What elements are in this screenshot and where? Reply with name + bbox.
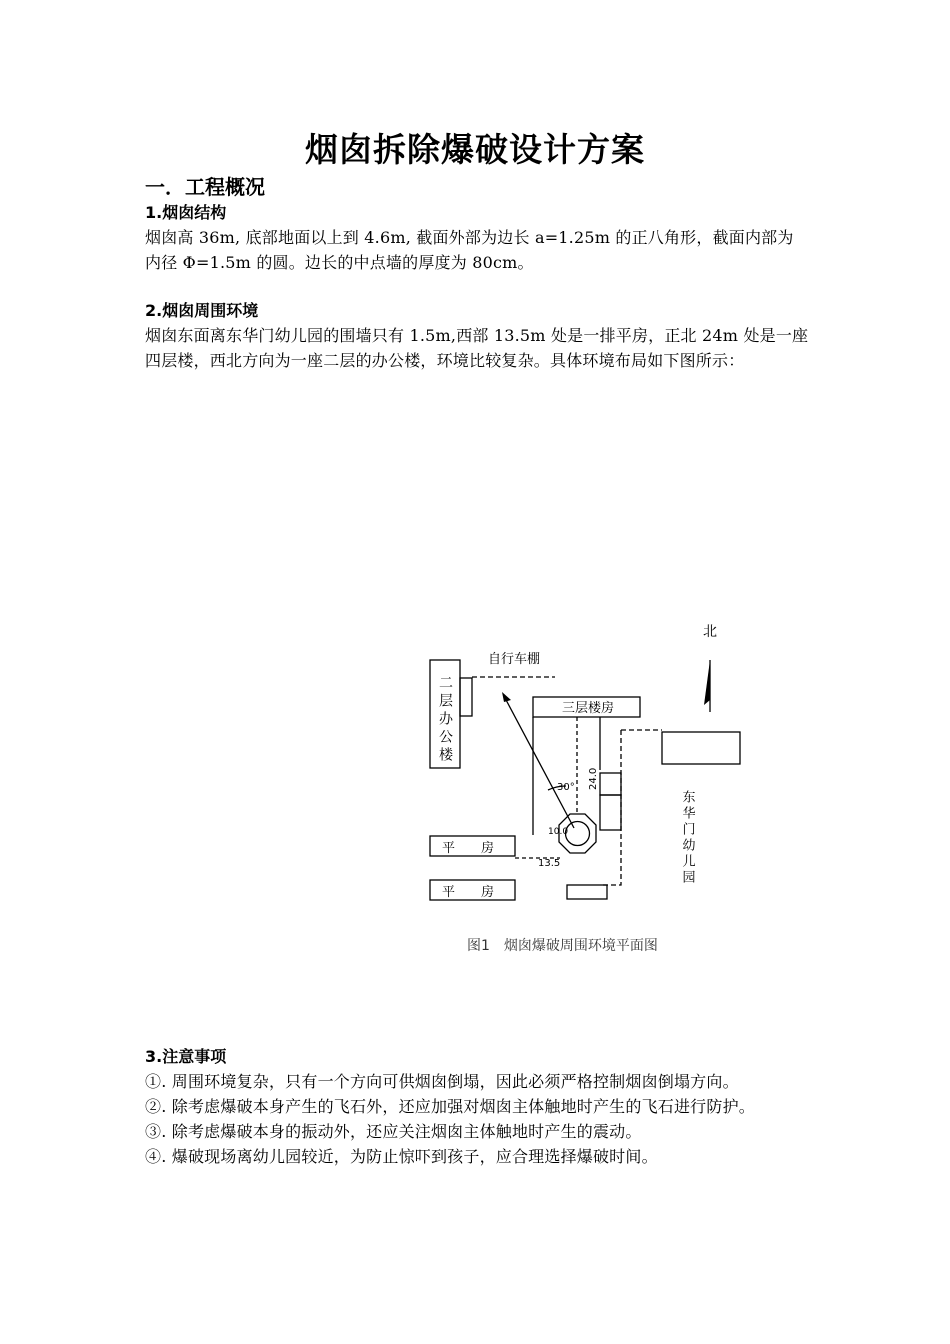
north-label: 北 bbox=[703, 624, 717, 640]
collapse-direction-arrowhead bbox=[502, 692, 511, 702]
kindergarten-label: 东华门幼儿园 bbox=[679, 790, 695, 886]
document-title: 烟囱拆除爆破设计方案 bbox=[305, 130, 645, 169]
paragraph-surroundings: 烟囱东面离东华门幼儿园的围墙只有 1.5m,西部 13.5m 处是一排平房，正北 24m 处是一座四层楼，西北方向为一座二层的办公楼，环境比较复杂。具体环境布局如下图所示： bbox=[145, 326, 809, 370]
south-block-shape bbox=[567, 885, 607, 899]
north-east-building-shape bbox=[662, 732, 740, 764]
subheading-surroundings: 2.烟囱周围环境 bbox=[145, 301, 259, 320]
bike-shed-label: 自行车棚 bbox=[488, 652, 541, 667]
chimney-inner-circle bbox=[566, 822, 590, 846]
precaution-item: ④. 爆破现场离幼儿园较近，为防止惊吓到孩子，应合理选择爆破时间。 bbox=[145, 1147, 658, 1166]
north-arrow-icon bbox=[704, 660, 710, 705]
small-distance-label: 10.0 bbox=[548, 827, 569, 837]
precautions-list bbox=[145, 1069, 809, 1169]
north-distance-label: 24.0 bbox=[588, 767, 599, 790]
bungalow-1-label: 平 房 bbox=[442, 841, 495, 856]
precaution-item: ①. 周围环境复杂，只有一个方向可供烟囱倒塌，因此必须严格控制烟囱倒塌方向。 bbox=[145, 1072, 739, 1091]
paragraph-chimney-structure: 烟囱高 36m, 底部地面以上到 4.6m, 截面外部为边长 a=1.25m 的正八角形，截面内部为内径 Φ=1.5m 的圆。边长的中点墙的厚度为 80cm。 bbox=[145, 228, 794, 272]
office-building-label: 二层办公楼 bbox=[437, 675, 453, 765]
precaution-item: ②. 除考虑爆破本身产生的飞石外，还应加强对烟囱主体触地时产生的飞石进行防护。 bbox=[145, 1097, 755, 1116]
subheading-precautions: 3.注意事项 bbox=[145, 1047, 227, 1066]
precaution-item: ③. 除考虑爆破本身的振动外，还应关注烟囱主体触地时产生的震动。 bbox=[145, 1122, 642, 1141]
section-heading-overview: 一．工程概况 bbox=[145, 175, 265, 199]
site-plan-figure bbox=[420, 615, 760, 960]
three-storey-label: 三层楼房 bbox=[562, 701, 615, 716]
small-structure-2 bbox=[600, 795, 621, 830]
office-annex-shape bbox=[460, 678, 472, 716]
west-distance-label: 13.5 bbox=[538, 858, 561, 869]
figure-caption: 图1 烟囱爆破周围环境平面图 bbox=[467, 938, 658, 954]
small-structure-1 bbox=[600, 773, 621, 795]
subheading-chimney-structure: 1.烟囱结构 bbox=[145, 203, 227, 222]
bungalow-2-label: 平 房 bbox=[442, 885, 495, 900]
angle-label: 30° bbox=[557, 782, 575, 793]
kindergarten-wall-side bbox=[600, 730, 621, 885]
